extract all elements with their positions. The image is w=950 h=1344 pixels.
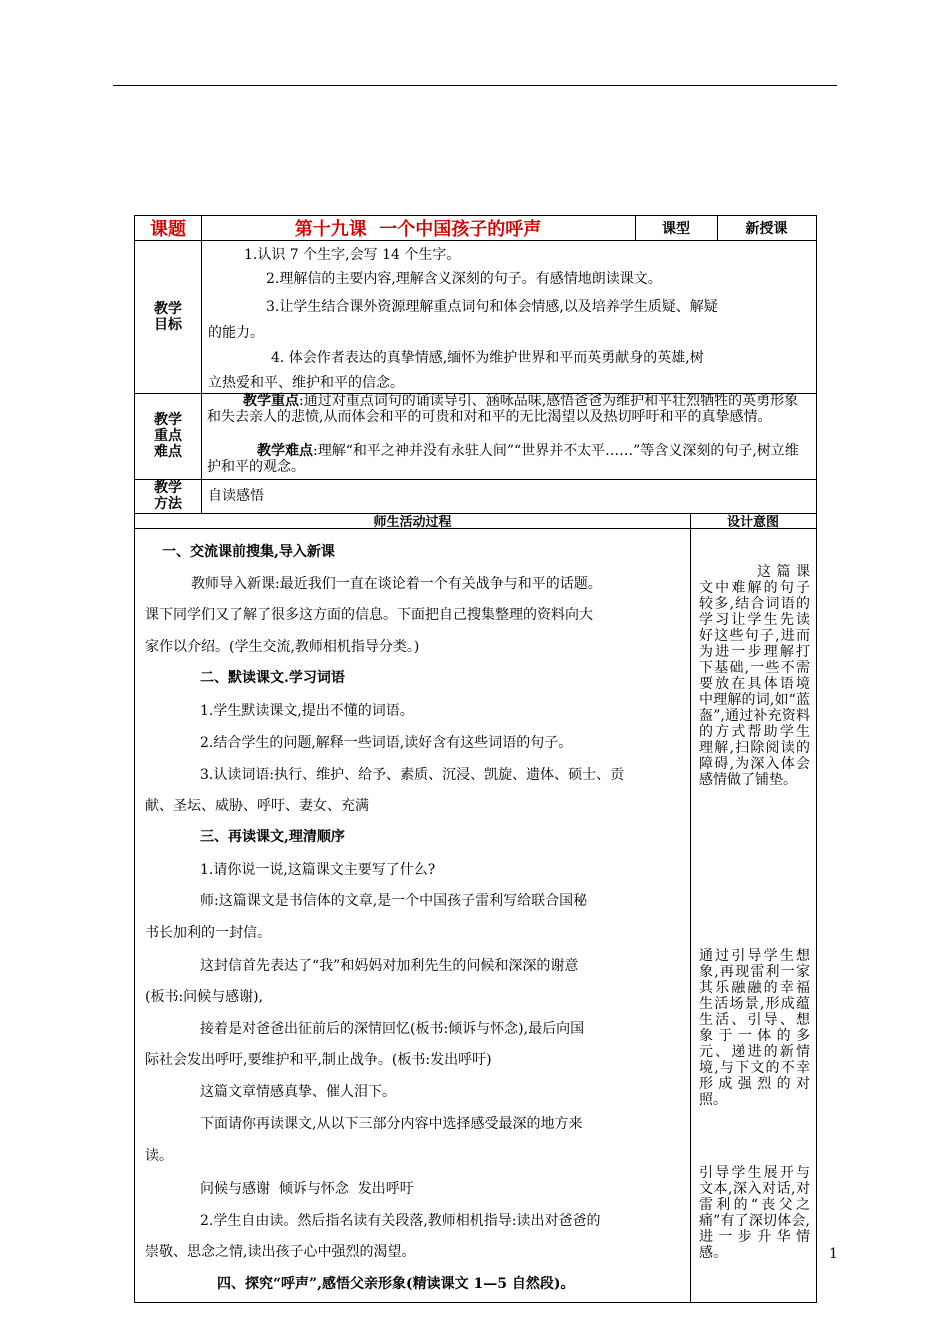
objective-item: 1.认识 7 个生字,会写 14 个生字。 [244,247,461,263]
objectives-label [135,240,201,393]
header-rule [113,85,837,86]
method-label-line: 教学 [154,480,182,496]
col-divider [201,216,202,513]
body-line: 1.请你说一说,这篇课文主要写了什么? [200,862,436,878]
body-line: 下面请你再读课文,从以下三部分内容中选择感受最深的地方来 [200,1116,583,1132]
design-note: 这篇课文中难解的句子较多,结合词语的学习让学生先读好这些句子,进而为进一步理解打下基础,一些不需要放在具体语境中理解的词,如“蓝盔”,通过补充资料的方式帮助学生理解,扫除阅读的障碍,为深入体会感情做了铺垫。 [699,564,810,788]
body-line: (板书:问候与感谢), [145,989,264,1005]
key-difficulty-text: :理解“和平之神并没有永驻人间”“世界并不太平……”等含义深刻的句子,树立维护和平的观念。 [207,443,799,475]
row-divider [135,479,816,480]
col-divider [690,513,691,1302]
body-line: 课下同学们又了解了很多这方面的信息。下面把自己搜集整理的资料向大 [145,607,593,623]
body-line: 书长加利的一封信。 [145,925,271,941]
section-heading: 三、再读课文,理清顺序 [200,829,345,845]
body-line: 献、圣坛、威胁、呼吁、妻女、充满 [145,798,369,814]
body-line: 这篇文章情感真挚、催人泪下。 [200,1084,396,1100]
lesson-type-label: 课型 [662,221,690,237]
keypoints-label-line: 难点 [154,444,182,460]
design-note: 引导学生展开与文本,深入对话,对雷利的“丧父之痛”有了深切体会,进一步升华情感。 [699,1165,810,1261]
body-line: 2.学生自由读。然后指名读有关段落,教师相机指导:读出对爸爸的 [200,1213,601,1229]
lesson-title: 第十九课 一个中国孩子的呼声 [294,219,542,240]
objective-item: 3.让学生结合课外资源理解重点词句和体会情感,以及培养学生质疑、解疑 [266,299,718,315]
design-column-header: 设计意图 [726,515,779,530]
objectives-label-line: 教学 [154,300,182,317]
row-divider [135,528,816,529]
keypoints-label [135,393,201,479]
body-line: 崇敬、思念之情,读出孩子心中强烈的渴望。 [145,1244,416,1260]
page-number: 1 [829,1246,838,1262]
method-label-line: 方法 [154,496,182,512]
method-label [135,479,201,513]
key-focus-paragraph [207,393,810,425]
objective-item: 的能力。 [208,325,264,341]
keypoints-label-line: 重点 [154,428,182,444]
body-line: 2.结合学生的问题,解释一些词语,读好含有这些词语的句子。 [200,735,573,751]
key-focus-label: 教学重点 [243,393,299,409]
objective-item: 2.理解信的主要内容,理解含义深刻的句子。有感情地朗读课文。 [266,271,662,287]
section-heading: 二、默读课文.学习词语 [200,670,345,686]
design-note: 通过引导学生想象,再现雷利一家其乐融融的幸福生活场景,形成蕴生活、引导、想象于一体的多元、递进的新情境,与下文的不幸形成强烈的对照。 [699,948,810,1108]
body-line: 际社会发出呼吁,要维护和平,制止战争。(板书:发出呼吁) [145,1052,492,1068]
objective-item: 立热爱和平、维护和平的信念。 [208,375,404,391]
body-line: 家作以介绍。(学生交流,教师相机指导分类。) [145,639,420,655]
subject-label: 课题 [150,219,186,240]
body-line: 读。 [145,1148,173,1164]
keypoints-label-line: 教学 [154,412,182,428]
key-difficulty-label: 教学难点 [257,443,313,459]
section-heading: 一、交流课前搜集,导入新课 [162,544,335,560]
key-focus-text: :通过对重点词句的诵读导引、涵咏品味,感悟爸爸为维护和平壮烈牺牲的英勇形象和失去亲人的悲愤,从而体会和平的可贵和对和平的无比渴望以及热切呼吁和平的真挚感情。 [207,393,799,425]
process-column-header: 师生活动过程 [373,515,452,530]
body-line: 师:这篇课文是书信体的文章,是一个中国孩子雷利写给联合国秘 [200,893,588,909]
body-line: 这封信首先表达了“我”和妈妈对加利先生的问候和深深的谢意 [200,958,579,974]
body-line: 教师导入新课:最近我们一直在谈论着一个有关战争与和平的话题。 [191,576,602,592]
objective-item: 4. 体会作者表达的真挚情感,缅怀为维护世界和平而英勇献身的英雄,树 [271,350,704,366]
body-line: 接着是对爸爸出征前后的深情回忆(板书:倾诉与怀念),最后向国 [200,1021,585,1037]
method-value: 自读感悟 [208,488,264,504]
lesson-type-value: 新授课 [745,221,788,237]
body-line: 3.认读词语:执行、维护、给予、素质、沉浸、凯旋、遗体、硕士、贡 [200,767,625,783]
body-line: 问候与感谢 倾诉与怀念 发出呼吁 [200,1181,414,1197]
key-difficulty-paragraph [207,443,810,475]
objectives-label-line: 目标 [154,316,182,333]
body-line: 1.学生默读课文,提出不懂的词语。 [200,703,414,719]
section-heading: 四、探究“呼声”,感悟父亲形象(精读课文 1—5 自然段)。 [217,1276,575,1292]
